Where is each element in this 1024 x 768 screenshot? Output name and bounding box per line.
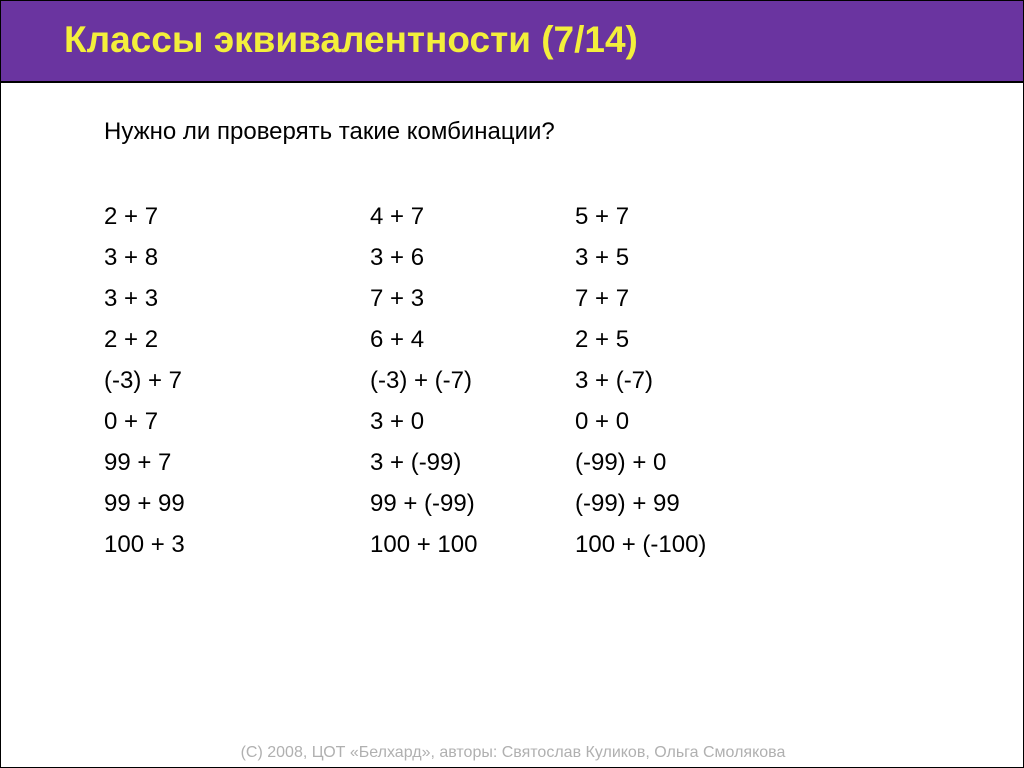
combination-item: 99 + 99 <box>104 490 185 517</box>
combination-item: 3 + 0 <box>370 408 425 435</box>
copyright-footer: (C) 2008, ЦОТ «Белхард», авторы: Святослав Куликов, Ольга Смолякова <box>240 744 786 761</box>
combination-item: (-3) + 7 <box>104 367 183 394</box>
combination-item: 6 + 4 <box>370 326 425 353</box>
combination-item: 2 + 5 <box>575 326 630 353</box>
combinations-column-1 <box>104 199 185 568</box>
combination-item: (-99) + 99 <box>575 490 680 517</box>
combination-item: 100 + (-100) <box>575 531 707 558</box>
combination-item: 4 + 7 <box>370 203 425 230</box>
title-bar <box>1 1 1023 83</box>
combination-item: 3 + 8 <box>104 244 159 271</box>
combination-item: 99 + 7 <box>104 449 172 476</box>
combination-item: 2 + 2 <box>104 326 159 353</box>
combination-item: 3 + (-99) <box>370 449 462 476</box>
combination-item: 100 + 100 <box>370 531 478 558</box>
combinations-column-2 <box>370 199 477 568</box>
combination-item: (-3) + (-7) <box>370 367 472 394</box>
combination-item: 2 + 7 <box>104 203 159 230</box>
combination-item: 3 + 5 <box>575 244 630 271</box>
combination-item: 7 + 7 <box>575 285 630 312</box>
combination-item: 7 + 3 <box>370 285 425 312</box>
combination-item: 99 + (-99) <box>370 490 475 517</box>
combination-item: 5 + 7 <box>575 203 630 230</box>
combination-item: 0 + 7 <box>104 408 159 435</box>
slide-title: Классы эквивалентности (7/14) <box>64 19 638 60</box>
combination-item: 0 + 0 <box>575 408 630 435</box>
combination-item: 3 + 3 <box>104 285 159 312</box>
combination-item: 3 + 6 <box>370 244 425 271</box>
question-text: Нужно ли проверять такие комбинации? <box>104 118 555 145</box>
combination-item: 100 + 3 <box>104 531 185 558</box>
combinations-column-3 <box>575 199 706 568</box>
combination-item: 3 + (-7) <box>575 367 654 394</box>
combination-item: (-99) + 0 <box>575 449 667 476</box>
